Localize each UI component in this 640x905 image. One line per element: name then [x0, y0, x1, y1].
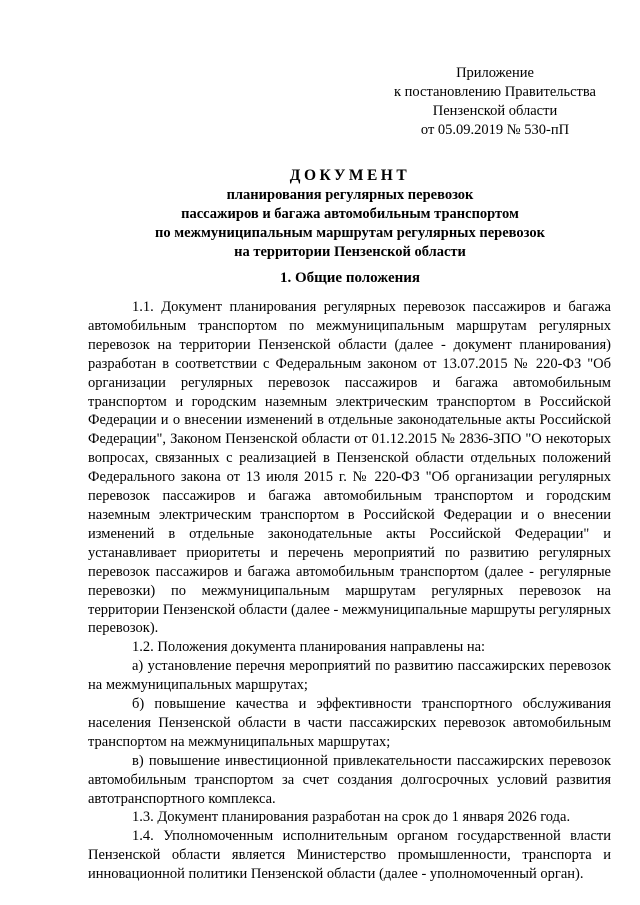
paragraph-1-4: 1.4. Уполномоченным исполнительным органом государственной власти Пензенской области является Министерство промышленности, транспорта и инновационной политики Пензенской области (далее - уполномоченный орган). — [88, 828, 611, 883]
appendix-header — [380, 64, 610, 140]
appendix-resolution-ref: к постановлению Правительства — [394, 84, 596, 100]
paragraph-1-2: 1.2. Положения документа планирования направлены на: — [132, 639, 486, 656]
document-subtitle-line-1: планирования регулярных перевозок — [226, 187, 474, 203]
paragraph-1-3: 1.3. Документ планирования разработан на срок до 1 января 2026 года. — [132, 809, 571, 826]
appendix-date-number: от 05.09.2019 № 530-пП — [420, 122, 570, 138]
list-item-b: б) повышение качества и эффективности транспортного обслуживания населения Пензенской области в части пассажирских перевозок автомобильным транспортом на межмуниципальных маршрутах; — [88, 696, 611, 750]
list-item-c: в) повышение инвестиционной привлекательности пассажирских перевозок автомобильным транспортом за счет создания долгосрочных условий развития автотранспортного комплекса. — [88, 752, 611, 807]
appendix-label: Приложение — [456, 65, 534, 81]
list-item-a: а) установление перечня мероприятий по развитию пассажирских перевозок на межмуниципальных маршрутах; — [88, 658, 611, 694]
section-body — [88, 298, 611, 884]
paragraph-1-1: 1.1. Документ планирования регулярных перевозок пассажиров и багажа автомобильным транспортом по межмуниципальным маршрутам регулярных перевозок на территории Пензенской области (далее - документ планирования) разработан в соответствии с Федеральным законом от 13.07.2015 № 220-ФЗ "Об организации регулярных перевозок пассажиров и багажа автомобильным транспортом и городским наземным электрическим транспортом в Российской Федерации и о внесении изменений в отдельные законодательные акты Российской Федерации", Законом Пензенской области от 01.12.2015 № 2836-ЗПО "О некоторых вопросах, связанных с реализацией в Пензенской области отдельных положений Федерального закона от 13 июля 2015 г. № 220-ФЗ "Об организации регулярных перевозок пассажиров и багажа автомобильным транспортом и городским наземным электрическим транспортом в Российской Федерации и о внесении изменений в отдельные законодательные акты Российской Федерации" и устанавливает приоритеты и перечень мероприятий по развитию регулярных перевозок пассажиров и багажа автомобильным транспортом (далее - регулярные перевозки) по межмуниципальным маршрутам регулярных перевозок на территории Пензенской области (далее - межмуниципальные маршруты регулярных перевозок). — [88, 299, 611, 637]
appendix-region: Пензенской области — [432, 103, 558, 119]
document-title: ДОКУМЕНТ — [289, 167, 411, 184]
document-subtitle-line-2: пассажиров и багажа автомобильным транспортом — [181, 206, 519, 222]
document-title-block — [80, 166, 620, 262]
section-title: 1. Общие положения — [279, 270, 421, 286]
document-subtitle-line-3: по межмуниципальным маршрутам регулярных перевозок — [154, 225, 545, 241]
document-subtitle-line-4: на территории Пензенской области — [234, 244, 466, 260]
